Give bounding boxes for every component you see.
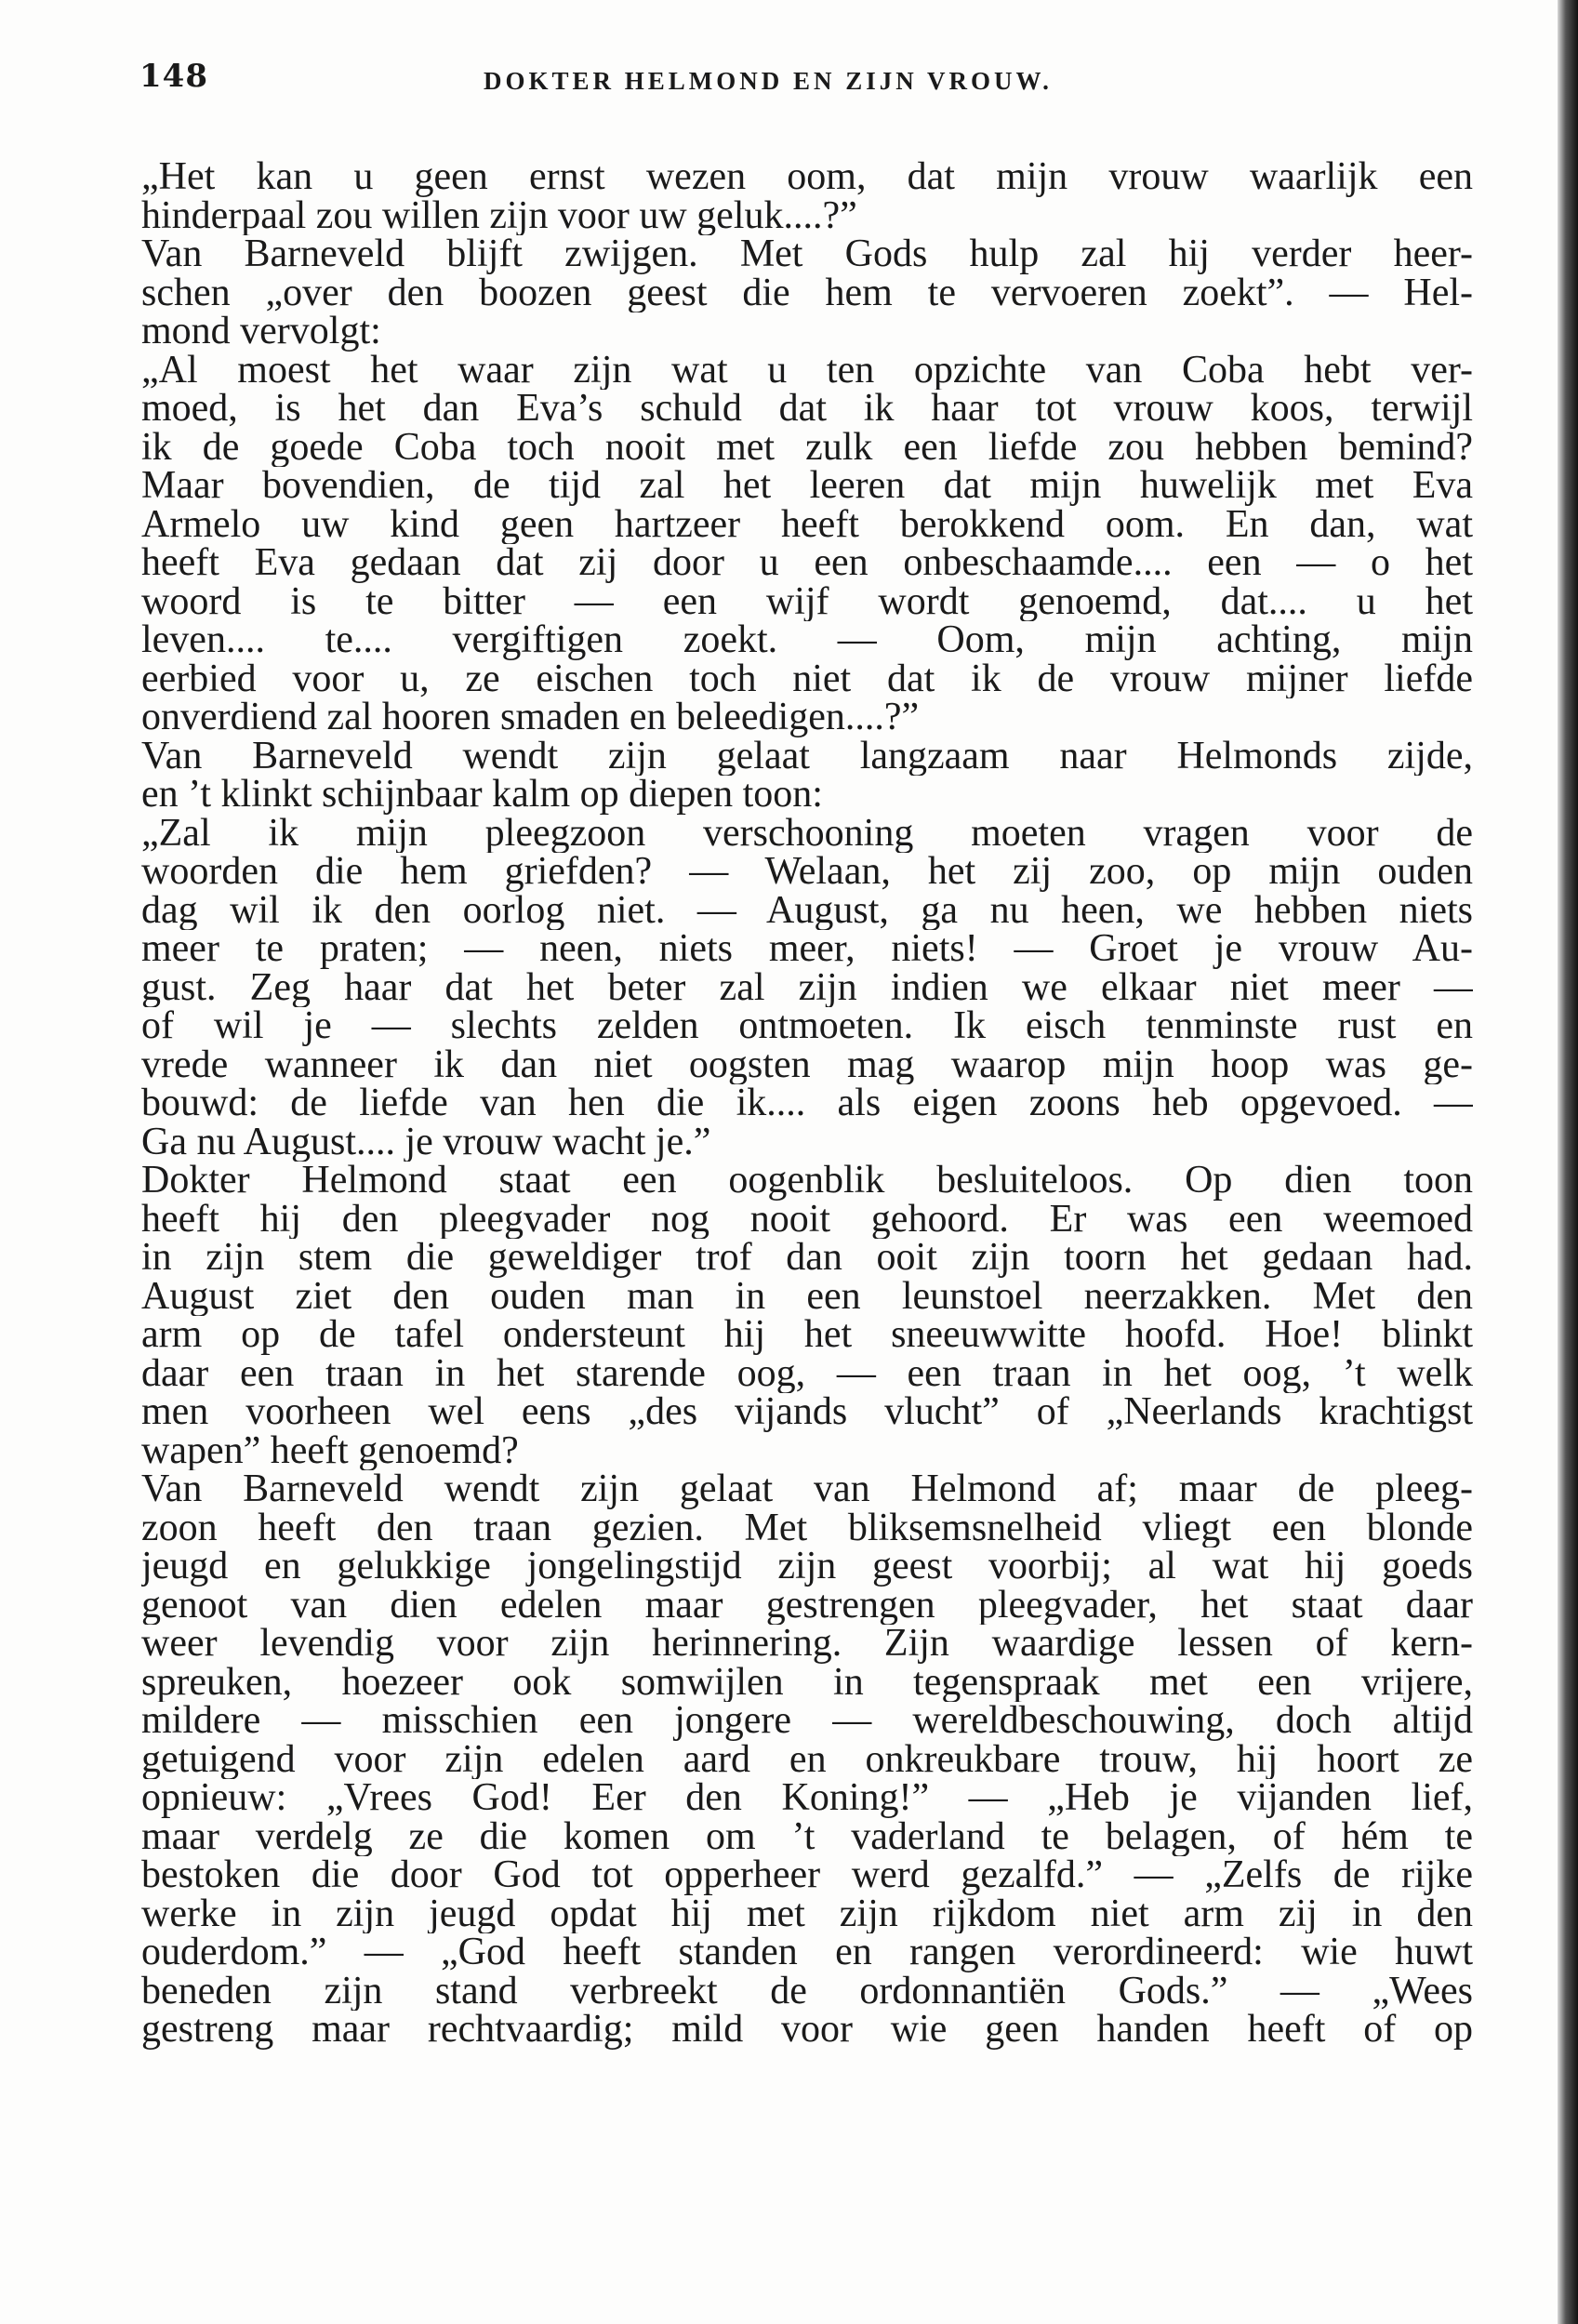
text-line: gestreng maar rechtvaardig; mild voor wie geen handen heeft of op [141, 2011, 1473, 2050]
text-line: mond vervolgt: [141, 312, 381, 352]
text-line: genoot van dien edelen maar gestrengen pleegvader, het staat daar [141, 1586, 1473, 1625]
text-line: gust. Zeg haar dat het beter zal zijn indien we elkaar niet meer — [141, 968, 1473, 1007]
text-line: en ’t klinkt schijnbaar kalm op diepen toon: [141, 776, 823, 815]
text-line: spreuken, hoezeer ook somwijlen in tegenspraak met een vrijere, [141, 1663, 1473, 1702]
text-line: woorden die hem griefden? — Welaan, het zij zoo, op mijn ouden [141, 853, 1473, 892]
page-number: 148 [139, 58, 208, 95]
text-line: bestoken die door God tot opperheer werd gezalfd.” — „Zelfs de rijke [141, 1856, 1473, 1895]
text-line: jeugd en gelukkige jongelingstijd zijn geest voorbij; al wat hij goeds [141, 1547, 1473, 1587]
text-line: moed, is het dan Eva’s schuld dat ik haar tot vrouw koos, terwijl [141, 390, 1473, 429]
text-line: men voorheen wel eens „des vijands vlucht” of „Neerlands krachtigst [141, 1393, 1473, 1432]
text-line: heeft Eva gedaan dat zij door u een onbeschaamde.... een — o het [141, 544, 1473, 583]
body-text [141, 158, 1473, 2050]
text-line: of wil je — slechts zelden ontmoeten. Ik eisch tenminste rust en [141, 1007, 1473, 1046]
text-line: dag wil ik den oorlog niet. — August, ga nu heen, we hebben niets [141, 891, 1473, 930]
text-line: mildere — misschien een jongere — wereldbeschouwing, doch altijd [141, 1702, 1473, 1741]
text-line: Ga nu August.... je vrouw wacht je.” [141, 1122, 711, 1162]
text-line: heeft hij den pleegvader nog nooit gehoord. Er was een weemoed [141, 1200, 1473, 1239]
text-line: wapen” heeft genoemd? [141, 1431, 519, 1470]
text-line: leven.... te.... vergiftigen zoekt. — Oom, mijn achting, mijn [141, 621, 1473, 660]
text-line: Dokter Helmond staat een oogenblik besluiteloos. Op dien toon [141, 1162, 1473, 1201]
text-line: ouderdom.” — „God heeft standen en rangen verordineerd: wie huwt [141, 1933, 1473, 1972]
text-line: weer levendig voor zijn herinnering. Zijn waardige lessen of kern- [141, 1625, 1473, 1664]
text-line: „Al moest het waar zijn wat u ten opzichte van Coba hebt ver- [141, 351, 1473, 390]
text-line: „Het kan u geen ernst wezen oom, dat mijn vrouw waarlijk een [141, 158, 1473, 197]
text-line: werke in zijn jeugd opdat hij met zijn rijkdom niet arm zij in den [141, 1894, 1473, 1933]
text-line: daar een traan in het starende oog, — een traan in het oog, ’t welk [141, 1354, 1473, 1393]
text-line: schen „over den boozen geest die hem te vervoeren zoekt”. — Hel- [141, 273, 1473, 312]
text-line: vrede wanneer ik dan niet oogsten mag waarop mijn hoop was ge- [141, 1045, 1473, 1084]
text-line: Van Barneveld wendt zijn gelaat van Helmond af; maar de pleeg- [141, 1470, 1473, 1509]
text-line: zoon heeft den traan gezien. Met bliksemsnelheid vliegt een blonde [141, 1508, 1473, 1547]
text-line: Van Barneveld blijft zwijgen. Met Gods hulp zal hij verder heer- [141, 235, 1473, 274]
text-line: bouwd: de liefde van hen die ik.... als eigen zoons heb opgevoed. — [141, 1084, 1473, 1123]
running-title: DOKTER HELMOND EN ZIJN VROUW. [484, 67, 1053, 95]
page-edge-shadow [1558, 0, 1578, 2324]
text-line: August ziet den ouden man in een leunstoel neerzakken. Met den [141, 1277, 1473, 1316]
text-line: maar verdelg ze die komen om ’t vaderland te belagen, of hém te [141, 1817, 1473, 1856]
text-line: hinderpaal zou willen zijn voor uw geluk....?” [141, 196, 857, 235]
text-line: onverdiend zal hooren smaden en beleedigen....?” [141, 698, 920, 737]
text-line: getuigend voor zijn edelen aard en onkreukbare trouw, hij hoort ze [141, 1740, 1473, 1779]
text-line: woord is te bitter — een wijf wordt genoemd, dat.... u het [141, 582, 1473, 621]
text-line: in zijn stem die geweldiger trof dan ooit zijn toorn het gedaan had. [141, 1239, 1473, 1278]
text-line: eerbied voor u, ze eischen toch niet dat ik de vrouw mijner liefde [141, 659, 1473, 698]
text-line: Maar bovendien, de tijd zal het leeren dat mijn huwelijk met Eva [141, 467, 1473, 506]
text-line: opnieuw: „Vrees God! Eer den Koning!” — „Heb je vijanden lief, [141, 1779, 1473, 1818]
text-line: „Zal ik mijn pleegzoon verschooning moeten vragen voor de [141, 814, 1473, 853]
text-line: meer te praten; — neen, niets meer, niets! — Groet je vrouw Au- [141, 930, 1473, 969]
text-line: Armelo uw kind geen hartzeer heeft berokkend oom. En dan, wat [141, 505, 1473, 544]
text-line: arm op de tafel ondersteunt hij het sneeuwwitte hoofd. Hoe! blinkt [141, 1316, 1473, 1355]
text-line: ik de goede Coba toch nooit met zulk een liefde zou hebben bemind? [141, 428, 1473, 467]
text-line: Van Barneveld wendt zijn gelaat langzaam naar Helmonds zijde, [141, 737, 1473, 776]
page-header [139, 58, 1474, 113]
text-line: beneden zijn stand verbreekt de ordonnantiën Gods.” — „Wees [141, 1972, 1473, 2011]
